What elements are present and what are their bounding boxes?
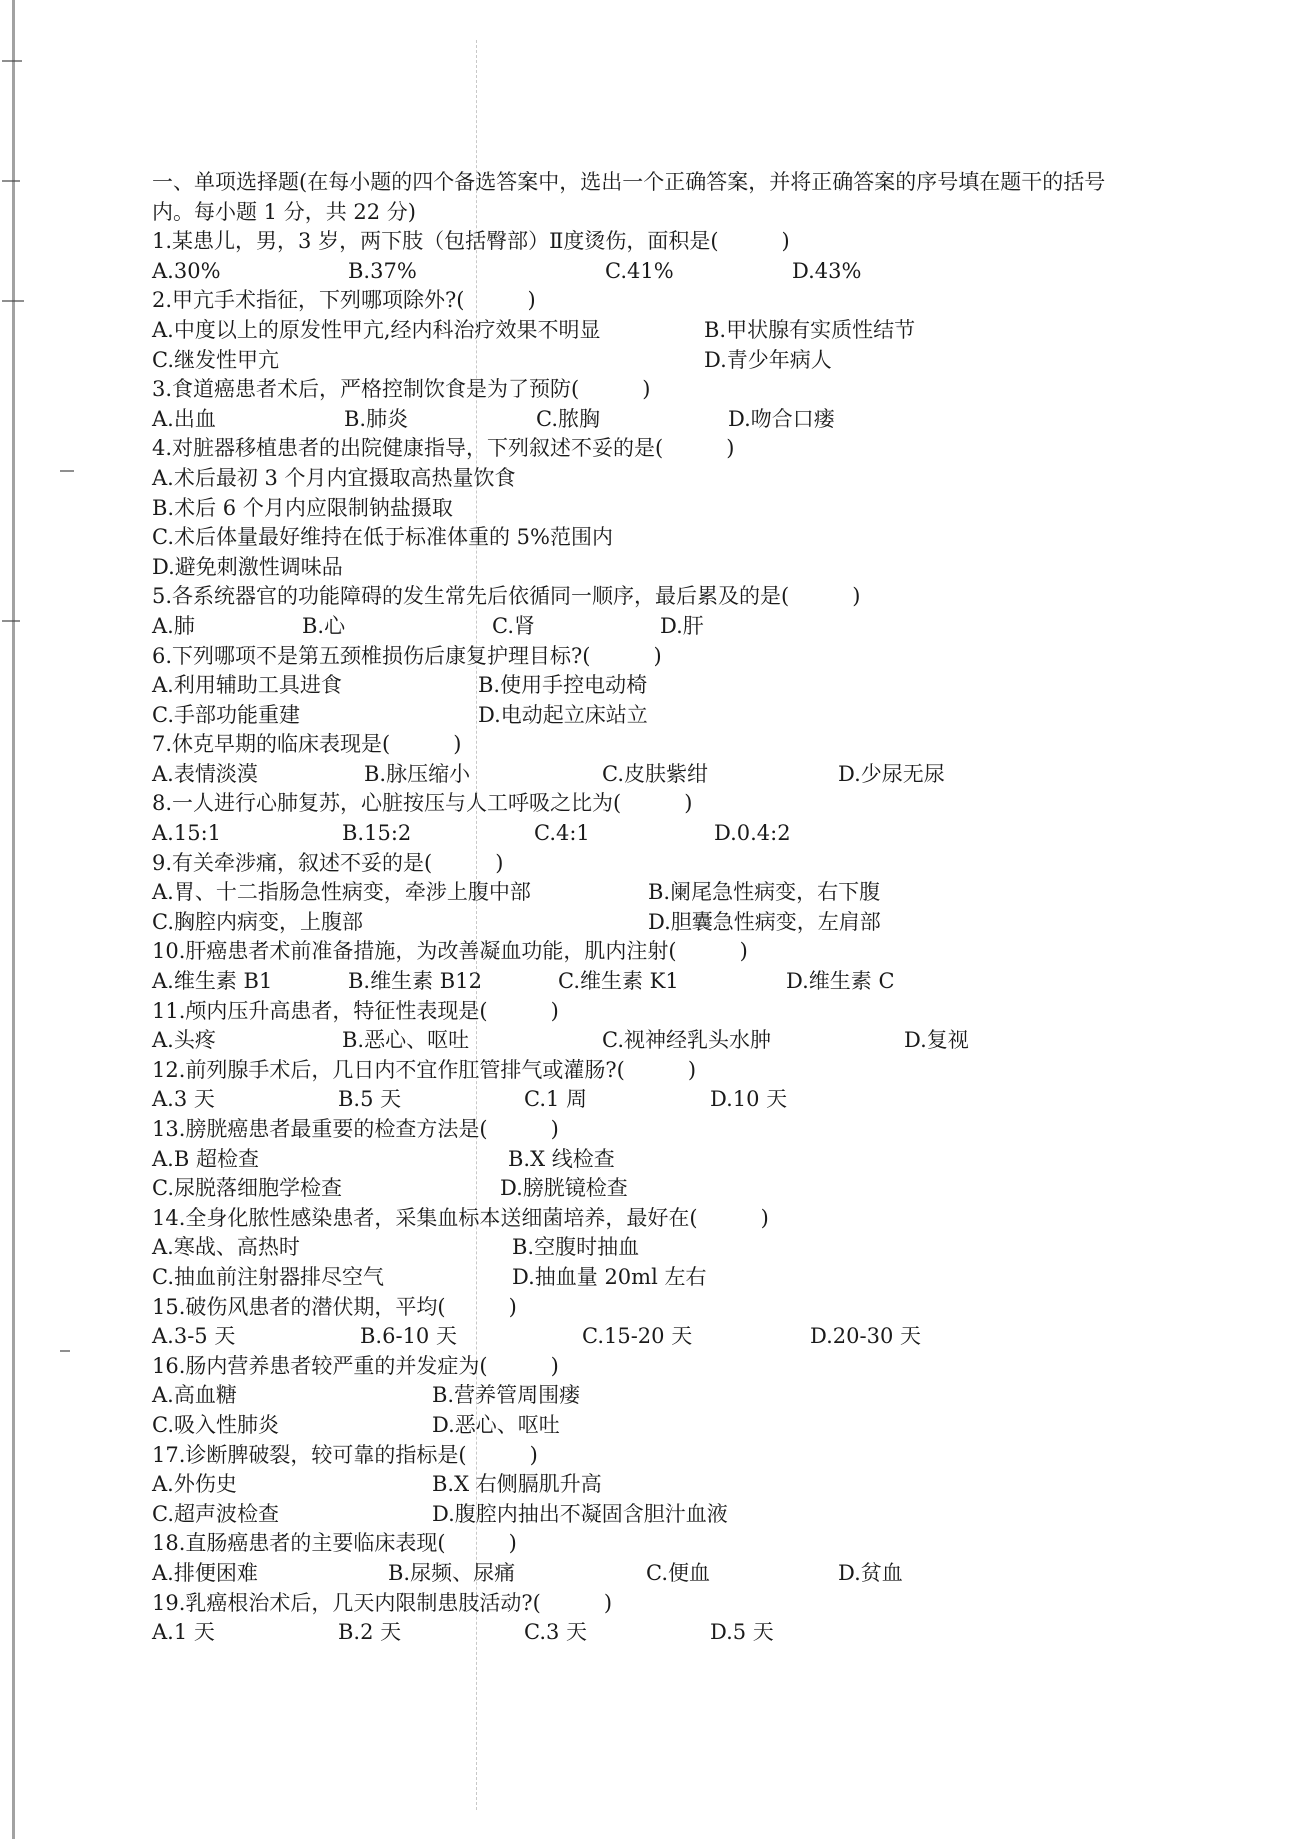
option-b: B.2 天	[338, 1620, 402, 1645]
question-stem: 18.直肠癌患者的主要临床表现( )	[152, 1531, 517, 1556]
option-b: B.肺炎	[344, 406, 409, 431]
option-row	[152, 878, 1192, 908]
option-row	[152, 1618, 1192, 1648]
option-a: A.B 超检查	[152, 1146, 259, 1171]
option-c: C.视神经乳头水肿	[602, 1028, 771, 1053]
option-a: A.头疼	[152, 1028, 216, 1053]
section-header: 一、单项选择题(在每小题的四个备选答案中，选出一个正确答案，并将正确答案的序号填在题干的括号	[152, 170, 1106, 194]
option-row	[152, 316, 1192, 346]
section-header-continued: 内。每小题 1 分，共 22 分)	[152, 199, 416, 224]
option-b: B.15:2	[342, 821, 412, 846]
option-d: D.5 天	[710, 1620, 774, 1645]
option-a: A.15:1	[152, 821, 221, 846]
option-b: B.维生素 B12	[348, 969, 482, 994]
option-a: A.肺	[152, 613, 195, 638]
option-a: A.1 天	[152, 1620, 215, 1645]
option-c: C.皮肤紫绀	[602, 761, 708, 786]
option-b: B.术后 6 个月内应限制钠盐摄取	[152, 495, 453, 520]
option-a: A.胃、十二指肠急性病变，牵涉上腹中部	[152, 880, 531, 905]
option-c: C.尿脱落细胞学检查	[152, 1176, 342, 1201]
question-stem: 5.各系统器官的功能障碍的发生常先后依循同一顺序，最后累及的是( )	[152, 584, 861, 609]
option-d: D.20-30 天	[810, 1324, 921, 1349]
option-row	[152, 967, 1192, 997]
question-stem: 11.颅内压升高患者，特征性表现是( )	[152, 998, 559, 1023]
option-row	[152, 671, 1192, 701]
option-row	[152, 819, 1192, 849]
option-c: C.抽血前注射器排尽空气	[152, 1264, 384, 1289]
option-a: A.寒战、高热时	[152, 1235, 300, 1260]
option-a: A.术后最初 3 个月内宜摄取高热量饮食	[152, 465, 516, 490]
edge-mark	[2, 620, 20, 622]
option-a: A.外伤史	[152, 1472, 237, 1497]
option-row	[152, 908, 1192, 938]
question-stem: 7.休克早期的临床表现是( )	[152, 732, 462, 757]
option-d: D.维生素 C	[786, 969, 895, 994]
option-row	[152, 1500, 1192, 1530]
option-b: B.营养管周围瘘	[432, 1383, 581, 1408]
option-b: B.X 线检查	[508, 1146, 615, 1171]
edge-mark	[2, 300, 24, 302]
option-row	[152, 612, 1192, 642]
question-stem: 13.膀胱癌患者最重要的检查方法是( )	[152, 1117, 559, 1141]
question-stem: 8.一人进行心肺复苏，心脏按压与人工呼吸之比为( )	[152, 791, 693, 816]
option-d: D.0.4:2	[714, 821, 791, 846]
option-c: C.脓胸	[536, 406, 600, 431]
option-row	[152, 1381, 1192, 1411]
option-row	[152, 257, 1192, 287]
question-stem: 16.肠内营养患者较严重的并发症为( )	[152, 1353, 559, 1378]
option-a: A.3-5 天	[152, 1324, 236, 1349]
option-row	[152, 1026, 1192, 1056]
question-stem: 14.全身化脓性感染患者，采集血标本送细菌培养，最好在( )	[152, 1205, 769, 1230]
option-b: B.阑尾急性病变，右下腹	[648, 880, 881, 905]
option-d: D.胆囊急性病变，左肩部	[648, 909, 881, 934]
option-d: D.43%	[792, 258, 862, 283]
option-row	[152, 760, 1192, 790]
option-c: C.胸腔内病变，上腹部	[152, 909, 363, 934]
option-b: B.恶心、呕吐	[342, 1028, 470, 1053]
question-stem: 9.有关牵涉痛，叙述不妥的是( )	[152, 850, 504, 875]
option-c: C.3 天	[524, 1620, 588, 1645]
option-row	[152, 1411, 1192, 1441]
option-d: D.避免刺激性调味品	[152, 554, 343, 579]
option-row	[152, 1322, 1192, 1352]
option-c: C.维生素 K1	[558, 969, 679, 994]
question-stem: 3.食道癌患者术后，严格控制饮食是为了预防( )	[152, 377, 651, 402]
question-stem: 1.某患儿，男，3 岁，两下肢（包括臀部）Ⅱ度烫伤，面积是( )	[152, 229, 790, 254]
option-c: C.吸入性肺炎	[152, 1412, 279, 1437]
option-row	[152, 346, 1192, 376]
option-b: B.X 右侧膈肌升高	[432, 1472, 602, 1497]
option-row	[152, 701, 1192, 731]
option-a: A.维生素 B1	[152, 969, 273, 994]
edge-mark	[2, 180, 20, 182]
option-row	[152, 1470, 1192, 1500]
option-d: D.抽血量 20ml 左右	[512, 1264, 707, 1289]
question-section	[152, 168, 1192, 1648]
option-a: A.出血	[152, 406, 216, 431]
option-a: A.高血糖	[152, 1383, 237, 1408]
option-d: D.恶心、呕吐	[432, 1412, 560, 1437]
option-b: B.脉压缩小	[364, 761, 471, 786]
question-stem: 12.前列腺手术后，几日内不宜作肛管排气或灌肠?( )	[152, 1057, 697, 1082]
option-a: A.中度以上的原发性甲亢,经内科治疗效果不明显	[152, 317, 601, 342]
option-d: D.贫血	[838, 1560, 903, 1585]
option-a: A.表情淡漠	[152, 761, 258, 786]
option-b: B.37%	[348, 258, 417, 283]
option-c: C.肾	[492, 613, 535, 638]
option-row	[152, 1085, 1192, 1115]
option-c: C.超声波检查	[152, 1501, 279, 1526]
question-stem: 10.肝癌患者术前准备措施，为改善凝血功能，肌内注射( )	[152, 939, 748, 964]
option-a: A.排便困难	[152, 1560, 258, 1585]
option-d: D.肝	[660, 613, 704, 638]
option-c: C.15-20 天	[582, 1324, 693, 1349]
option-c: C.术后体量最好维持在低于标准体重的 5%范围内	[152, 525, 613, 550]
option-d: D.电动起立床站立	[478, 702, 648, 727]
option-d: D.腹腔内抽出不凝固含胆汁血液	[432, 1501, 728, 1526]
option-a: A.3 天	[152, 1087, 215, 1112]
option-c: C.手部功能重建	[152, 702, 300, 727]
question-stem: 6.下列哪项不是第五颈椎损伤后康复护理目标?( )	[152, 643, 662, 668]
question-stem: 4.对脏器移植患者的出院健康指导，下列叙述不妥的是( )	[152, 436, 735, 461]
option-b: B.使用手控电动椅	[478, 673, 648, 698]
option-c: C.1 周	[524, 1087, 588, 1112]
option-d: D.复视	[904, 1028, 969, 1053]
option-a: A.30%	[152, 258, 221, 283]
edge-mark	[2, 60, 22, 62]
option-b: B.甲状腺有实质性结节	[704, 317, 916, 342]
option-c: C.4:1	[534, 821, 590, 846]
option-d: D.青少年病人	[704, 347, 832, 372]
option-row	[152, 405, 1192, 435]
question-stem: 19.乳癌根治术后，几天内限制患肢活动?( )	[152, 1590, 613, 1615]
option-row	[152, 1263, 1192, 1293]
question-stem: 17.诊断脾破裂，较可靠的指标是( )	[152, 1442, 538, 1467]
question-stem: 15.破伤风患者的潜伏期，平均( )	[152, 1294, 517, 1319]
option-c: C.41%	[605, 258, 674, 283]
option-row	[152, 1174, 1192, 1204]
edge-mark	[60, 470, 74, 472]
option-c: C.便血	[646, 1560, 710, 1585]
binding-edge	[12, 0, 15, 1839]
option-b: B.尿频、尿痛	[388, 1560, 516, 1585]
option-row	[152, 1233, 1192, 1263]
option-c: C.继发性甲亢	[152, 347, 279, 372]
option-b: B.空腹时抽血	[512, 1235, 640, 1260]
option-a: A.利用辅助工具进食	[152, 673, 342, 698]
option-d: D.膀胱镜检查	[500, 1176, 628, 1201]
option-b: B.5 天	[338, 1087, 402, 1112]
option-b: B.心	[302, 613, 346, 638]
option-b: B.6-10 天	[360, 1324, 457, 1349]
option-d: D.少尿无尿	[838, 761, 945, 786]
option-d: D.吻合口瘘	[728, 406, 835, 431]
edge-mark	[60, 1350, 70, 1352]
option-d: D.10 天	[710, 1087, 788, 1112]
option-row	[152, 1559, 1192, 1589]
option-row	[152, 1145, 1192, 1175]
question-stem: 2.甲亢手术指征，下列哪项除外?( )	[152, 288, 536, 313]
